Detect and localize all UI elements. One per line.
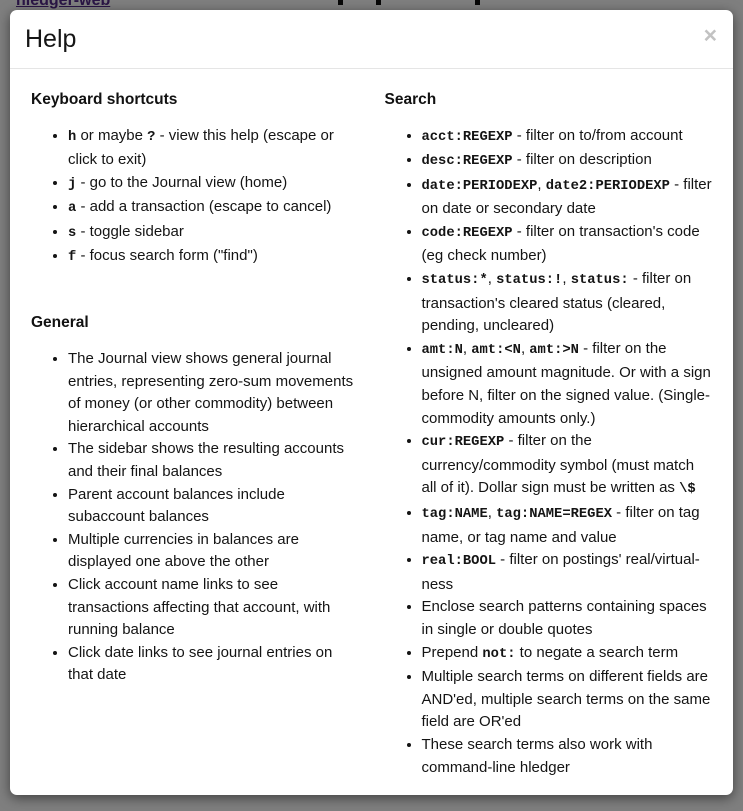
help-modal	[10, 10, 733, 795]
list-item: • Multiple search terms on different fields are AND'ed, multiple search terms on the same field are OR'ed	[422, 666, 713, 734]
code-term: date:PERIODEXP	[421, 178, 538, 194]
list-item: • tag:NAME, tag:NAME=REGEX - filter on tag name, or tag name and value	[422, 502, 713, 549]
list-item: • code:REGEXP - filter on transaction's code (eg check number)	[422, 221, 713, 268]
code-term: code:REGEXP	[421, 225, 513, 241]
section-heading: Search	[384, 90, 437, 108]
list-item: • real:BOOL - filter on postings' real/virtual-ness	[422, 549, 713, 596]
help-column-right	[372, 91, 726, 780]
code-term: f	[68, 250, 77, 266]
code-term: j	[68, 176, 77, 192]
code-term: desc:REGEXP	[421, 154, 513, 170]
help-list	[31, 348, 359, 687]
list-item: • f - focus search form ("find")	[68, 245, 359, 270]
code-term: tag:NAME=REGEX	[496, 507, 613, 522]
code-term: acct:REGEXP	[421, 129, 513, 145]
modal-body	[10, 69, 733, 796]
list-item: • Enclose search patterns containing spaces in single or double quotes	[422, 596, 713, 641]
code-term: ?	[147, 129, 156, 145]
modal-title: Help	[25, 25, 77, 53]
list-item: • a - add a transaction (escape to cancel)	[68, 196, 359, 221]
code-term: date2:PERIODEXP	[545, 178, 670, 194]
list-item: • h or maybe ? - view this help (escape or click to exit)	[68, 125, 359, 172]
section-heading: Keyboard shortcuts	[31, 90, 178, 108]
list-item: • j - go to the Journal view (home)	[68, 172, 359, 197]
code-term: s	[68, 225, 77, 241]
list-item: • The Journal view shows general journal entries, representing zero-sum movements of money (or other commodity) between hierarchical accounts	[68, 348, 359, 438]
list-item: • status:*, status:!, status: - filter on transaction's cleared status (cleared, pending, uncleared)	[422, 268, 713, 338]
modal-header	[10, 10, 733, 69]
list-item: • s - toggle sidebar	[68, 221, 359, 246]
code-term: amt:<N	[471, 342, 521, 358]
code-term: a	[68, 201, 77, 217]
list-item: • amt:N, amt:<N, amt:>N - filter on the unsigned amount magnitude. Or with a sign before N, filter on the signed value. (Single-commodity amounts only.)	[422, 338, 713, 430]
help-list	[385, 125, 713, 780]
list-item: • acct:REGEXP - filter on to/from account	[422, 125, 713, 150]
list-item: • desc:REGEXP - filter on description	[422, 149, 713, 174]
list-item: • Prepend not: to negate a search term	[422, 642, 713, 667]
help-column-left	[18, 91, 372, 780]
code-term: \$	[679, 482, 696, 498]
code-term: cur:REGEXP	[421, 435, 505, 451]
list-item: • Parent account balances include subaccount balances	[68, 484, 359, 529]
list-item: • date:PERIODEXP, date2:PERIODEXP - filter on date or secondary date	[422, 174, 713, 221]
list-item: • Multiple currencies in balances are displayed one above the other	[68, 529, 359, 574]
code-term: status:!	[496, 273, 563, 289]
list-item: • These search terms also work with command-line hledger	[422, 734, 713, 779]
code-term: not:	[482, 646, 516, 662]
code-term: status:*	[421, 273, 488, 289]
list-item: • The sidebar shows the resulting accounts and their final balances	[68, 438, 359, 483]
code-term: amt:N	[421, 342, 463, 358]
list-item: • Click account name links to see transactions affecting that account, with running balance	[68, 574, 359, 642]
code-term: tag:NAME	[421, 507, 488, 522]
close-icon[interactable]: ×	[703, 22, 717, 48]
code-term: amt:>N	[529, 342, 579, 358]
code-term: status:	[570, 273, 629, 289]
code-term: real:BOOL	[421, 554, 497, 570]
section-heading: General	[31, 314, 89, 332]
help-list	[31, 125, 359, 271]
list-item: • Click date links to see journal entries on that date	[68, 642, 359, 687]
list-item: • cur:REGEXP - filter on the currency/commodity symbol (must match all of it). Dollar sign must be written as \$	[422, 430, 713, 502]
code-term: h	[68, 129, 77, 145]
